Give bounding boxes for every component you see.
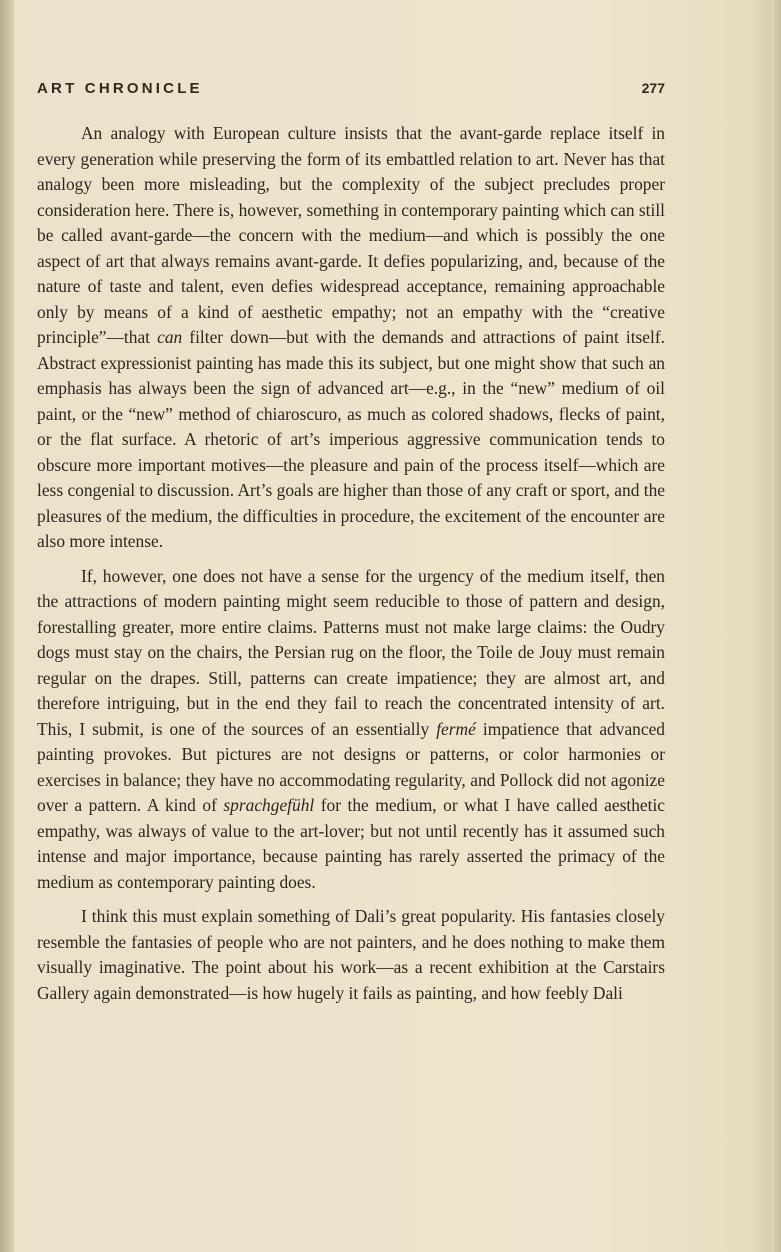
paragraph-2: [37, 564, 665, 896]
paragraph-2-text-a: If, however, one does not have a sense for the urgency of the medium itself, then the attractions of modern painting might seem reducible to those of pattern and design, forestalling greater, more entire claims. Patterns must not make large claims: the Oudry dogs must stay on the chairs, the Persian rug on the floor, the Toile de Jouy must remain regular on the drapes. Still, patterns can create impatience; they are almost art, and therefore intriguing, but in the end they fail to reach the concentrated intensity of art. This, I submit, is one of the sources of an essentially: [37, 565, 665, 739]
page-edge-shadow: [771, 0, 781, 1252]
paragraph-1-text-b: filter down—but with the demands and attractions of paint itself. Abstract expressionist painting has made this its subject, but one might show that such an emphasis has always been the sign of advanced art—e.g., in the “new” medium of oil paint, or the “new” method of chiaroscuro, as much as colored shadows, flecks of paint, or the flat surface. A rhetoric of art’s imperious aggressive communication tends to obscure more important motives—the pleasure and pain of the process itself—which are less congenial to discussion. Art’s goals are higher than those of any craft or sport, and the pleasures of the medium, the difficulties in procedure, the excitement of the encounter are also more intense.: [37, 327, 665, 551]
page-header: [37, 80, 665, 104]
paragraph-2-text-c: for the medium, or what I have called aesthetic empathy, was always of value to the art-lover; but not until recently has it assumed such intense and major importance, because painting has rarely asserted the primacy of the medium as contemporary painting does.: [37, 795, 665, 892]
paragraph-2-text-b: impatience that advanced painting provokes. But pictures are not designs or patterns, or color harmonies or exercises in balance; they have no accommodating regularity, and Pollock did not agonize over a pattern. A kind of: [37, 718, 665, 815]
page-gutter-shadow: [0, 0, 14, 1252]
paragraph-2-emphasis-ferme: fermé: [436, 718, 476, 739]
paragraph-1-text-a: An analogy with European culture insists that the avant-garde replace itself in every generation while preserving the form of its embattled relation to art. Never has that analogy been more misleading, but the complexity of the subject precludes proper consideration here. There is, however, something in contemporary painting which can still be called avant-garde—the concern with the medium—and which is possibly the one aspect of art that always remains avant-garde. It defies popularizing, and, because of the nature of taste and talent, even defies widespread acceptance, remaining approachable only by means of a kind of aesthetic empathy; not an empathy with the “creative principle”—that: [37, 123, 665, 347]
paragraph-3-text-a: I think this must explain something of Dali’s great popularity. His fantasies closely resemble the fantasies of people who are not painters, and he does nothing to make them visually imaginative. The point about his work—as a recent exhibition at the Carstairs Gallery again demonstrated—is how hugely it fails as painting, and how feebly Dali: [37, 906, 665, 1003]
body-text: [37, 121, 665, 1006]
page-number: 277: [641, 80, 665, 96]
paragraph-1-emphasis-can: can: [157, 327, 183, 347]
paragraph-2-emphasis-sprachgefuhl: sprachgefühl: [223, 795, 315, 815]
running-head: ART CHRONICLE: [37, 80, 203, 97]
paragraph-3: [37, 904, 665, 1006]
paragraph-1: [37, 121, 665, 555]
